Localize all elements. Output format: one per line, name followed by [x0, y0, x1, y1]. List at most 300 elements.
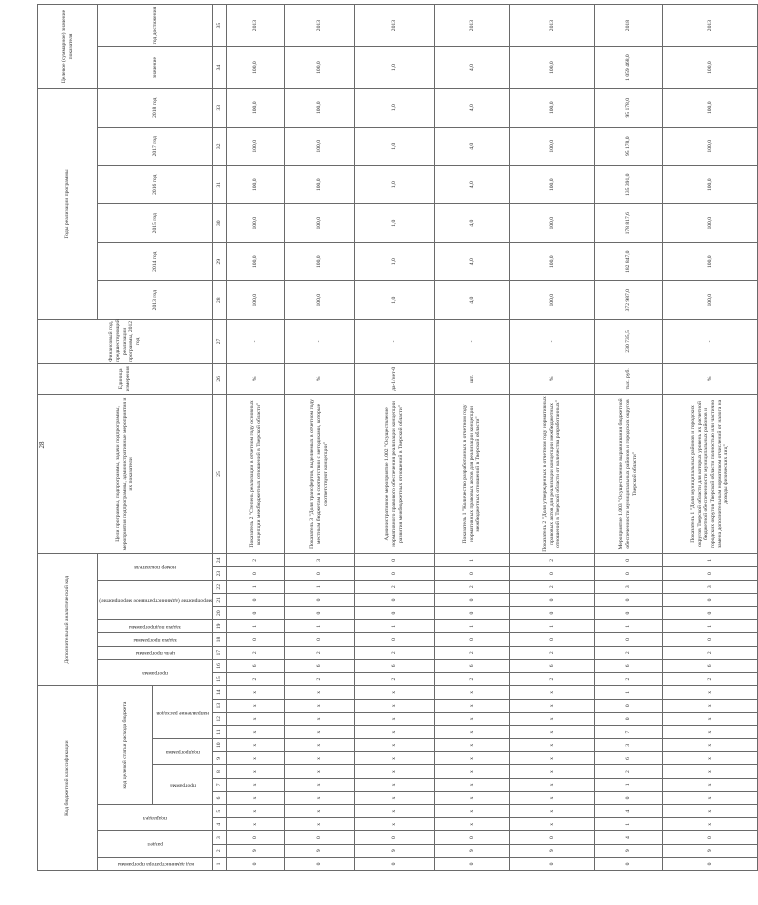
code-digit: x — [435, 765, 510, 778]
code-digit: x — [510, 725, 595, 738]
code-digit: x — [663, 686, 758, 699]
code-digit: x — [435, 725, 510, 738]
code-digit: x — [285, 752, 355, 765]
code-digit: 0 — [510, 857, 595, 870]
value-cell-v2015: 4,0 — [435, 204, 510, 242]
value-cell-v2014: 100,0 — [227, 242, 285, 280]
value-cell-v2014: 100,0 — [510, 242, 595, 280]
code-digit: 0 — [285, 567, 355, 580]
value-cell-total: 100,0 — [285, 47, 355, 89]
year-2016-header: 2016 год — [98, 166, 213, 204]
value-cell-year: 2013 — [355, 5, 435, 47]
value-cell-v2015: 178 817,6 — [595, 204, 663, 242]
value-cell-total: 4,0 — [435, 47, 510, 89]
value-cell-total: 100,0 — [227, 47, 285, 89]
value-cell-v2015: 100,0 — [510, 204, 595, 242]
indicator-description: Показатель 1 "Количество разработанных в отчетном году нормативных правовых актов для реализации концепции межбюджетных отношений в Тверской области" — [435, 394, 510, 553]
code-digit: 0 — [510, 607, 595, 620]
code-digit: x — [355, 805, 435, 818]
code-digit: x — [285, 818, 355, 831]
code-digit: 3 — [663, 580, 758, 593]
column-numbers-row — [213, 5, 227, 871]
indicator-description: Показатель 2 "Степень реализации в отчетном году основных концепции межбюджетных отношений в Тверской области" — [227, 394, 285, 553]
code-digit: x — [663, 712, 758, 725]
zadacha-podprogrammy-header: задача подпрограммы — [98, 620, 213, 633]
dop-programma-header: программа — [98, 659, 213, 685]
tsel-statya-header: код целевой статьи расхода бюджета — [98, 686, 153, 805]
nomer-pokazatelya-header: номер показателя — [98, 554, 213, 580]
code-digit: 9 — [227, 844, 285, 857]
value-cell-y2012: - — [435, 319, 510, 363]
code-digit: x — [285, 791, 355, 804]
value-cell-y2012: - — [355, 319, 435, 363]
code-digit: x — [435, 752, 510, 765]
code-digit: 2 — [355, 672, 435, 685]
value-cell-v2015: 100,0 — [663, 204, 758, 242]
code-digit: 0 — [663, 857, 758, 870]
code-digit: x — [285, 778, 355, 791]
code-digit: 0 — [595, 712, 663, 725]
code-digit: 2 — [285, 672, 355, 685]
code-digit: x — [355, 686, 435, 699]
table-row — [285, 5, 355, 871]
code-digit: 0 — [227, 831, 285, 844]
code-digit: x — [435, 686, 510, 699]
code-digit: 2 — [510, 646, 595, 659]
code-digit: 1 — [663, 554, 758, 567]
code-digit: 2 — [595, 672, 663, 685]
code-digit: x — [227, 778, 285, 791]
column-number: 3 — [213, 831, 227, 844]
column-number: 28 — [213, 281, 227, 319]
rotated-table-page — [37, 4, 730, 871]
header-row-1 — [38, 5, 98, 871]
code-digit: 2 — [663, 672, 758, 685]
code-digit: x — [285, 765, 355, 778]
table-row — [595, 5, 663, 871]
column-number: 15 — [213, 672, 227, 685]
code-digit: x — [227, 818, 285, 831]
value-cell-v2013: 1,0 — [355, 281, 435, 319]
column-number: 30 — [213, 204, 227, 242]
column-number: 24 — [213, 554, 227, 567]
value-cell-v2013: 100,0 — [510, 281, 595, 319]
value-cell-year: 2013 — [435, 5, 510, 47]
column-number: 21 — [213, 593, 227, 606]
code-digit: 2 — [227, 672, 285, 685]
code-digit: 0 — [435, 831, 510, 844]
code-digit: 0 — [285, 607, 355, 620]
code-digit: x — [227, 712, 285, 725]
code-digit: x — [663, 752, 758, 765]
code-digit: x — [510, 778, 595, 791]
year-2015-header: 2015 год — [98, 204, 213, 242]
value-cell-v2014: 182 847,0 — [595, 242, 663, 280]
value-cell-v2016: 100,0 — [510, 166, 595, 204]
value-cell-v2013: 100,0 — [227, 281, 285, 319]
column-number: 7 — [213, 778, 227, 791]
code-digit: x — [227, 686, 285, 699]
code-digit: 0 — [285, 857, 355, 870]
code-digit: 3 — [595, 580, 663, 593]
code-digit: 6 — [227, 659, 285, 672]
table-row — [510, 5, 595, 871]
code-digit: x — [355, 712, 435, 725]
column-number: 26 — [213, 363, 227, 394]
dop-kod-header: Дополнительный аналитический код — [38, 554, 98, 686]
value-cell-year: 2013 — [285, 5, 355, 47]
page-number: 28 — [38, 441, 46, 449]
code-digit: 0 — [595, 593, 663, 606]
value-cell-year: 2013 — [663, 5, 758, 47]
code-digit: x — [227, 765, 285, 778]
value-cell-v2018: 100,0 — [227, 88, 285, 127]
code-digit: 6 — [510, 659, 595, 672]
code-digit: 1 — [595, 778, 663, 791]
table-row — [663, 5, 758, 871]
code-digit: 2 — [355, 580, 435, 593]
code-digit: x — [435, 818, 510, 831]
tsel-programmy-header: цель программы — [98, 646, 213, 659]
column-number: 23 — [213, 567, 227, 580]
value-cell-v2017: 100,0 — [227, 127, 285, 165]
code-digit: 2 — [355, 646, 435, 659]
unit-cell: тыс. руб. — [595, 363, 663, 394]
column-number: 16 — [213, 659, 227, 672]
code-digit: x — [355, 765, 435, 778]
value-cell-y2012: 230 735,5 — [595, 319, 663, 363]
code-digit: 9 — [510, 844, 595, 857]
meropriyatie-header: мероприятие (административное мероприятие) — [98, 580, 213, 620]
code-digit: 6 — [595, 752, 663, 765]
code-digit: 6 — [285, 659, 355, 672]
indicator-description: Показатель 3 "Доля трансфертов, выделяемых в отчетном году местным бюджетам в соответствии с методиками, которые соответствуют концепции" — [285, 394, 355, 553]
column-number: 10 — [213, 739, 227, 752]
code-digit: 2 — [227, 554, 285, 567]
code-digit: x — [510, 686, 595, 699]
indicator-description: Показатель 2 "Доля утвержденных в отчетном году нормативных правовых актов для реализации концепции межбюджетных отношений в Тверской области от количества разработанных" — [510, 394, 595, 553]
code-digit: x — [510, 818, 595, 831]
value-cell-total: 1,0 — [355, 47, 435, 89]
unit-cell: да-1/нет-0 — [355, 363, 435, 394]
column-number: 17 — [213, 646, 227, 659]
unit-cell: % — [285, 363, 355, 394]
code-digit: x — [435, 805, 510, 818]
value-cell-v2015: 100,0 — [285, 204, 355, 242]
column-number: 2 — [213, 844, 227, 857]
code-digit: x — [435, 778, 510, 791]
unit-cell: % — [510, 363, 595, 394]
code-digit: 9 — [285, 844, 355, 857]
value-cell-v2014: 1,0 — [355, 242, 435, 280]
code-digit: 0 — [285, 831, 355, 844]
value-cell-v2015: 1,0 — [355, 204, 435, 242]
code-digit: x — [510, 791, 595, 804]
column-number: 13 — [213, 699, 227, 712]
column-number: 20 — [213, 607, 227, 620]
code-digit: 1 — [435, 554, 510, 567]
code-digit: 0 — [595, 554, 663, 567]
code-digit: 3 — [285, 554, 355, 567]
code-digit: x — [285, 686, 355, 699]
value-cell-year: 2013 — [510, 5, 595, 47]
code-digit: x — [663, 805, 758, 818]
code-digit: x — [285, 805, 355, 818]
code-digit: x — [435, 791, 510, 804]
code-digit: x — [663, 765, 758, 778]
code-digit: x — [355, 725, 435, 738]
code-digit: x — [227, 805, 285, 818]
code-digit: 2 — [435, 672, 510, 685]
code-digit: 2 — [435, 580, 510, 593]
code-digit: x — [510, 699, 595, 712]
value-cell-v2016: 100,0 — [663, 166, 758, 204]
value-cell-total: 100,0 — [510, 47, 595, 89]
value-cell-v2018: 100,0 — [510, 88, 595, 127]
admin-code-header: код администратора программы — [98, 857, 213, 870]
value-cell-total: 1 059 468,0 — [595, 47, 663, 89]
code-digit: 1 — [227, 580, 285, 593]
code-digit: x — [435, 739, 510, 752]
code-digit: 0 — [595, 699, 663, 712]
indicator-description: Показатель 1 "Доля муниципальных районов и городских округов Тверской области для которых уровень их расчетной бюджетной обеспеченности муниципальных районов и городских округов Тверской области полностью или частично замена дополнительным нормативом отчислений от налога на доходы физических лиц" — [663, 394, 758, 553]
code-digit: x — [510, 739, 595, 752]
code-digit: 0 — [595, 607, 663, 620]
value-cell-v2018: 95 178,0 — [595, 88, 663, 127]
code-digit: 2 — [595, 646, 663, 659]
code-digit: x — [355, 752, 435, 765]
code-digit: 0 — [285, 593, 355, 606]
year-2018-header: 2018 год — [98, 88, 213, 127]
value-cell-v2016: 100,0 — [285, 166, 355, 204]
code-digit: 2 — [285, 646, 355, 659]
code-digit: 9 — [663, 844, 758, 857]
column-number: 18 — [213, 633, 227, 646]
year-2013-header: 2013 год — [98, 281, 213, 319]
tselevoe-header: Целевое (суммарное) значение показателя — [38, 5, 98, 89]
gody-header: Годы реализации программы — [38, 88, 98, 319]
code-digit: x — [227, 739, 285, 752]
code-digit: 0 — [355, 831, 435, 844]
code-digit: x — [663, 778, 758, 791]
code-digit: x — [227, 699, 285, 712]
table-row — [355, 5, 435, 871]
code-digit: 0 — [435, 633, 510, 646]
code-digit: x — [663, 791, 758, 804]
year-2014-header: 2014 год — [98, 242, 213, 280]
column-number: 22 — [213, 580, 227, 593]
program-indicators-table — [37, 4, 758, 871]
value-cell-v2013: 372 987,0 — [595, 281, 663, 319]
code-digit: 0 — [355, 857, 435, 870]
value-cell-v2017: 100,0 — [285, 127, 355, 165]
code-digit: 0 — [435, 567, 510, 580]
code-digit: x — [285, 739, 355, 752]
code-digit: 2 — [227, 646, 285, 659]
code-digit: x — [285, 712, 355, 725]
code-digit: 2 — [510, 554, 595, 567]
code-digit: 0 — [227, 593, 285, 606]
column-number: 5 — [213, 805, 227, 818]
unit-cell: % — [663, 363, 758, 394]
napr-rashodov-header: направление расходов — [153, 686, 213, 739]
code-digit: 1 — [355, 620, 435, 633]
value-cell-v2017: 100,0 — [510, 127, 595, 165]
value-cell-v2013: 100,0 — [285, 281, 355, 319]
column-number: 6 — [213, 791, 227, 804]
column-number: 34 — [213, 47, 227, 89]
code-digit: x — [355, 778, 435, 791]
code-digit: x — [227, 752, 285, 765]
value-cell-v2014: 100,0 — [663, 242, 758, 280]
value-cell-v2017: 95 178,0 — [595, 127, 663, 165]
code-digit: x — [355, 791, 435, 804]
code-digit: x — [355, 739, 435, 752]
column-number: 8 — [213, 765, 227, 778]
code-digit: 4 — [595, 805, 663, 818]
podrazdel-header: подраздел — [98, 805, 213, 831]
code-digit: 2 — [510, 672, 595, 685]
code-digit: 1 — [595, 686, 663, 699]
year-2017-header: 2017 год — [98, 127, 213, 165]
value-cell-v2017: 100,0 — [663, 127, 758, 165]
value-cell-year: 2013 — [227, 5, 285, 47]
code-digit: 1 — [595, 620, 663, 633]
code-digit: 0 — [510, 633, 595, 646]
code-digit: 6 — [663, 659, 758, 672]
value-cell-y2012: - — [663, 319, 758, 363]
code-digit: 0 — [510, 831, 595, 844]
code-digit: 1 — [227, 620, 285, 633]
code-digit: 0 — [227, 857, 285, 870]
column-number: 11 — [213, 725, 227, 738]
code-digit: 0 — [227, 607, 285, 620]
code-digit: 0 — [285, 633, 355, 646]
table-row — [435, 5, 510, 871]
column-number: 32 — [213, 127, 227, 165]
indicator-description: Административное мероприятие 1.002 "Осуществление нормативного правового обеспечения реализации концепции развития межбюджетных отношений в Тверской области" — [355, 394, 435, 553]
code-digit: 6 — [435, 659, 510, 672]
code-digit: 0 — [595, 791, 663, 804]
code-digit: 2 — [663, 646, 758, 659]
code-digit: 9 — [595, 844, 663, 857]
code-digit: 0 — [435, 593, 510, 606]
column-number: 12 — [213, 712, 227, 725]
code-digit: 0 — [435, 857, 510, 870]
value-cell-v2018: 100,0 — [663, 88, 758, 127]
code-digit: 0 — [663, 607, 758, 620]
column-number: 19 — [213, 620, 227, 633]
code-digit: 0 — [663, 633, 758, 646]
code-digit: 0 — [510, 593, 595, 606]
column-number: 27 — [213, 319, 227, 363]
code-digit: x — [355, 699, 435, 712]
code-digit: x — [435, 712, 510, 725]
code-digit: x — [285, 699, 355, 712]
code-digit: 6 — [595, 659, 663, 672]
table-row — [227, 5, 285, 871]
value-cell-v2016: 4,0 — [435, 166, 510, 204]
code-digit: 0 — [435, 607, 510, 620]
code-digit: x — [663, 739, 758, 752]
value-cell-year: 2018 — [595, 5, 663, 47]
code-digit: x — [355, 818, 435, 831]
code-digit: 4 — [595, 831, 663, 844]
code-digit: 0 — [510, 567, 595, 580]
code-digit: x — [510, 752, 595, 765]
code-digit: 6 — [355, 659, 435, 672]
column-number: 25 — [213, 394, 227, 553]
value-cell-total: 100,0 — [663, 47, 758, 89]
code-digit: 0 — [663, 567, 758, 580]
indicator-description: Мероприятие 1.003 "Осуществление выравнивания бюджетной обеспеченности муниципальных районов и городских округов Тверской области" — [595, 394, 663, 553]
code-digit: 1 — [595, 818, 663, 831]
code-digit: x — [510, 712, 595, 725]
god-dost-header: год достижения — [98, 5, 213, 47]
zadacha-programmy-header: задача программы — [98, 633, 213, 646]
value-cell-v2014: 4,0 — [435, 242, 510, 280]
value-cell-y2012: - — [285, 319, 355, 363]
column-number: 35 — [213, 5, 227, 47]
code-digit: 0 — [663, 831, 758, 844]
code-digit: 0 — [355, 593, 435, 606]
column-number: 33 — [213, 88, 227, 127]
code-digit: 3 — [595, 739, 663, 752]
value-cell-v2017: 1,0 — [355, 127, 435, 165]
podprogramma-header: подпрограмма — [153, 739, 213, 765]
value-cell-v2014: 100,0 — [285, 242, 355, 280]
code-digit: 1 — [663, 620, 758, 633]
code-digit: 0 — [355, 607, 435, 620]
value-cell-v2018: 100,0 — [285, 88, 355, 127]
code-digit: 0 — [595, 857, 663, 870]
code-digit: 0 — [355, 567, 435, 580]
code-digit: 1 — [435, 620, 510, 633]
edinica-header: Единица измерения — [38, 363, 213, 394]
code-digit: x — [227, 725, 285, 738]
value-cell-v2016: 100,0 — [227, 166, 285, 204]
code-digit: 2 — [595, 765, 663, 778]
unit-cell: шт. — [435, 363, 510, 394]
code-digit: x — [435, 699, 510, 712]
value-cell-v2015: 100,0 — [227, 204, 285, 242]
code-digit: x — [510, 805, 595, 818]
code-digit: x — [285, 725, 355, 738]
code-digit: 0 — [595, 633, 663, 646]
value-cell-v2017: 4,0 — [435, 127, 510, 165]
code-digit: 0 — [355, 554, 435, 567]
razdel-header: раздел — [98, 831, 213, 857]
programma-header: программа — [153, 765, 213, 805]
value-cell-y2012: - — [227, 319, 285, 363]
value-cell-v2016: 135 391,0 — [595, 166, 663, 204]
tseli-header: Цели программы, подпрограммы, задачи подпрограммы, мероприятия подпрограммы, административные мероприятия и их показатели — [38, 394, 213, 553]
code-digit: 9 — [355, 844, 435, 857]
code-digit: 1 — [510, 620, 595, 633]
code-digit: 0 — [595, 567, 663, 580]
code-digit: x — [227, 791, 285, 804]
code-digit: x — [663, 818, 758, 831]
unit-cell: % — [227, 363, 285, 394]
code-digit: 0 — [227, 567, 285, 580]
column-number: 9 — [213, 752, 227, 765]
column-number: 1 — [213, 857, 227, 870]
code-digit: 1 — [285, 580, 355, 593]
value-cell-v2013: 4,0 — [435, 281, 510, 319]
column-number: 14 — [213, 686, 227, 699]
value-cell-v2016: 1,0 — [355, 166, 435, 204]
value-cell-v2013: 100,0 — [663, 281, 758, 319]
